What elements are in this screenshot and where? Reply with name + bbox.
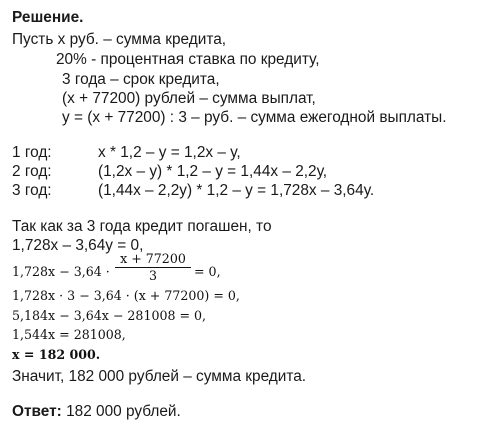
year-1-label: 1 год: bbox=[12, 144, 52, 161]
intro-line-2: 20% - процентная ставка по кредиту, bbox=[56, 51, 320, 68]
conclusion-line: Значит, 182 000 рублей – сумма кредита. bbox=[12, 368, 307, 385]
math-eq1-left: 1,728x − 3,64 · bbox=[12, 264, 110, 279]
fraction-numerator: x + 77200 bbox=[120, 251, 186, 266]
answer-line bbox=[12, 403, 181, 421]
answer-label: Ответ: bbox=[12, 403, 62, 420]
math-eq1-fraction bbox=[115, 252, 191, 283]
paid-off-line: Так как за 3 года кредит погашен, то bbox=[12, 218, 272, 235]
math-eq2: 1,728x · 3 − 3,64 · (x + 77200) = 0, bbox=[12, 288, 240, 303]
year-2-expression: (1,2х – у) * 1,2 – у = 1,44х – 2,2у, bbox=[98, 163, 328, 180]
intro-line-4: (х + 77200) рублей – сумма выплат, bbox=[62, 90, 316, 107]
math-eq4: 1,544x = 281008, bbox=[12, 327, 126, 342]
year-2-label: 2 год: bbox=[12, 163, 52, 180]
year-1-expression: х * 1,2 – у = 1,2х – у, bbox=[98, 144, 241, 161]
intro-line-5: у = (х + 77200) : 3 – руб. – сумма ежегодной выплаты. bbox=[62, 109, 447, 126]
math-eq1-right: = 0, bbox=[194, 264, 221, 279]
solution-heading: Решение. bbox=[12, 9, 84, 26]
math-eq5: x = 182 000. bbox=[12, 347, 101, 362]
intro-line-3: 3 года – срок кредита, bbox=[62, 71, 220, 88]
math-eq3: 5,184x − 3,64x − 281008 = 0, bbox=[12, 308, 207, 323]
answer-value: 182 000 рублей. bbox=[61, 403, 181, 420]
fraction-denominator: 3 bbox=[148, 268, 157, 283]
year-3-label: 3 год: bbox=[12, 182, 52, 199]
intro-line-1: Пусть х руб. – сумма кредита, bbox=[12, 31, 227, 48]
equation-zero: 1,728х – 3,64у = 0, bbox=[12, 237, 144, 254]
year-3-expression: (1,44х – 2,2у) * 1,2 – у = 1,728х – 3,64у. bbox=[98, 182, 375, 199]
